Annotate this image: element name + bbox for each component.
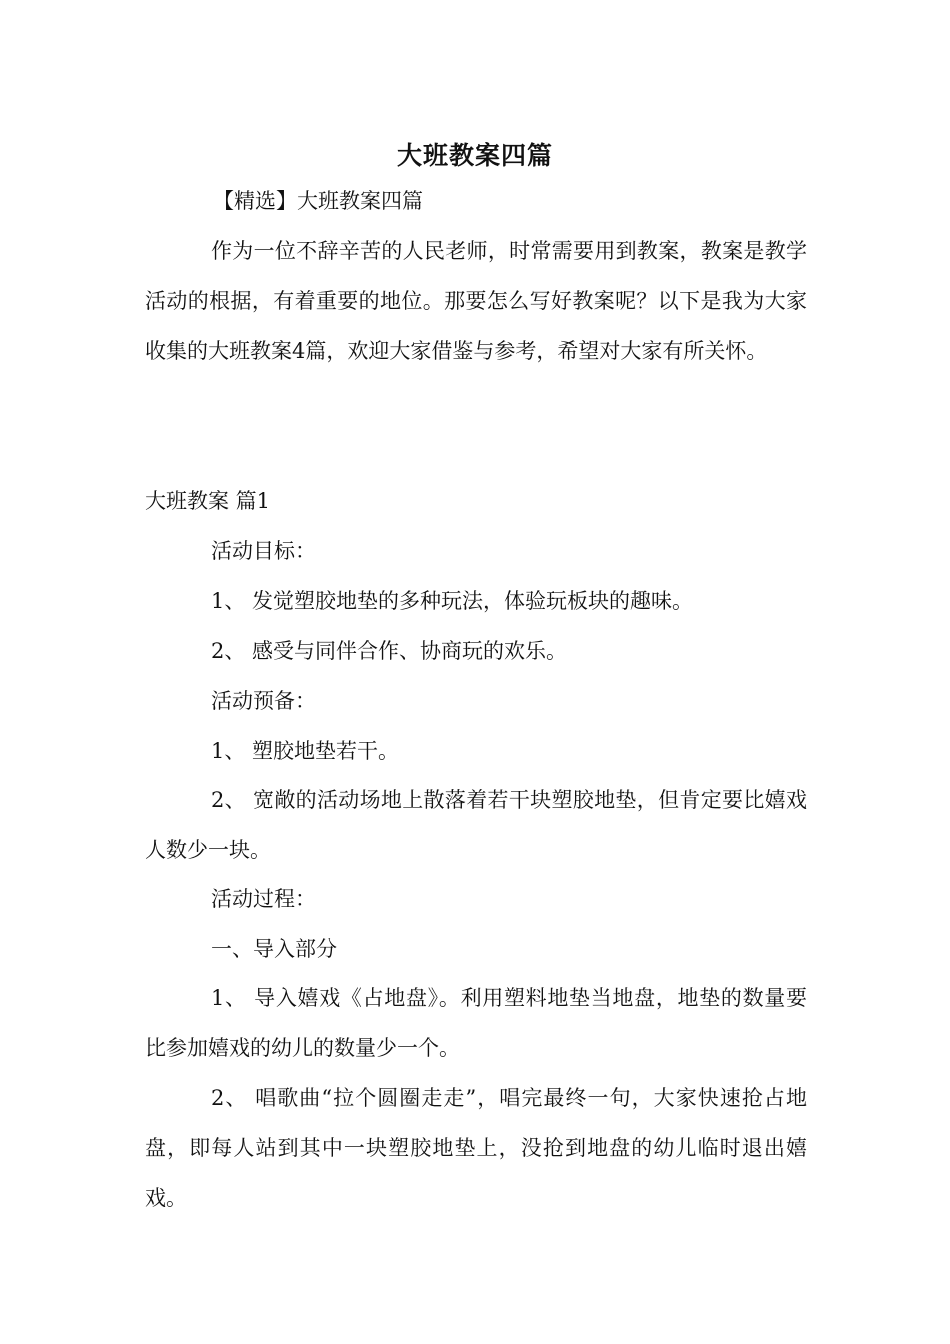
goal-item-2: 2、 感受与同伴合作、协商玩的欢乐。 (211, 639, 568, 663)
goal-item-1: 1、 发觉塑胶地垫的多种玩法，体验玩板块的趣味。 (211, 589, 694, 613)
intro-paragraph: 作为一位不辞辛苦的人民老师，时常需要用到教案，教案是教学活动的根据，有着重要的地位。那要怎么写好教案呢？以下是我为大家收集的大班教案4篇，欢迎大家借鉴与参考，希望对大家有所关怀。 (145, 239, 807, 363)
process-heading: 活动过程： (211, 887, 316, 911)
goal-heading: 活动目标： (211, 539, 316, 563)
prep-item-1: 1、 塑胶地垫若干。 (211, 739, 400, 763)
section-heading: 大班教案 篇1 (145, 489, 271, 513)
document-title: 大班教案四篇 (396, 141, 553, 170)
process-step-1: 1、 导入嬉戏《占地盘》。利用塑料地垫当地盘，地垫的数量要比参加嬉戏的幼儿的数量少一个。 (145, 986, 807, 1060)
prep-item-2: 2、 宽敞的活动场地上散落着若干块塑胶地垫，但肯定要比嬉戏人数少一块。 (145, 788, 807, 862)
process-step-2: 2、 唱歌曲“拉个圆圈走走”，唱完最终一句，大家快速抢占地盘，即每人站到其中一块塑胶地垫上，没抢到地盘的幼儿临时退出嬉戏。 (145, 1086, 807, 1210)
prep-heading: 活动预备： (211, 689, 316, 713)
part-1-heading: 一、导入部分 (211, 937, 337, 961)
document-subtitle: 【精选】大班教案四篇 (213, 189, 423, 213)
